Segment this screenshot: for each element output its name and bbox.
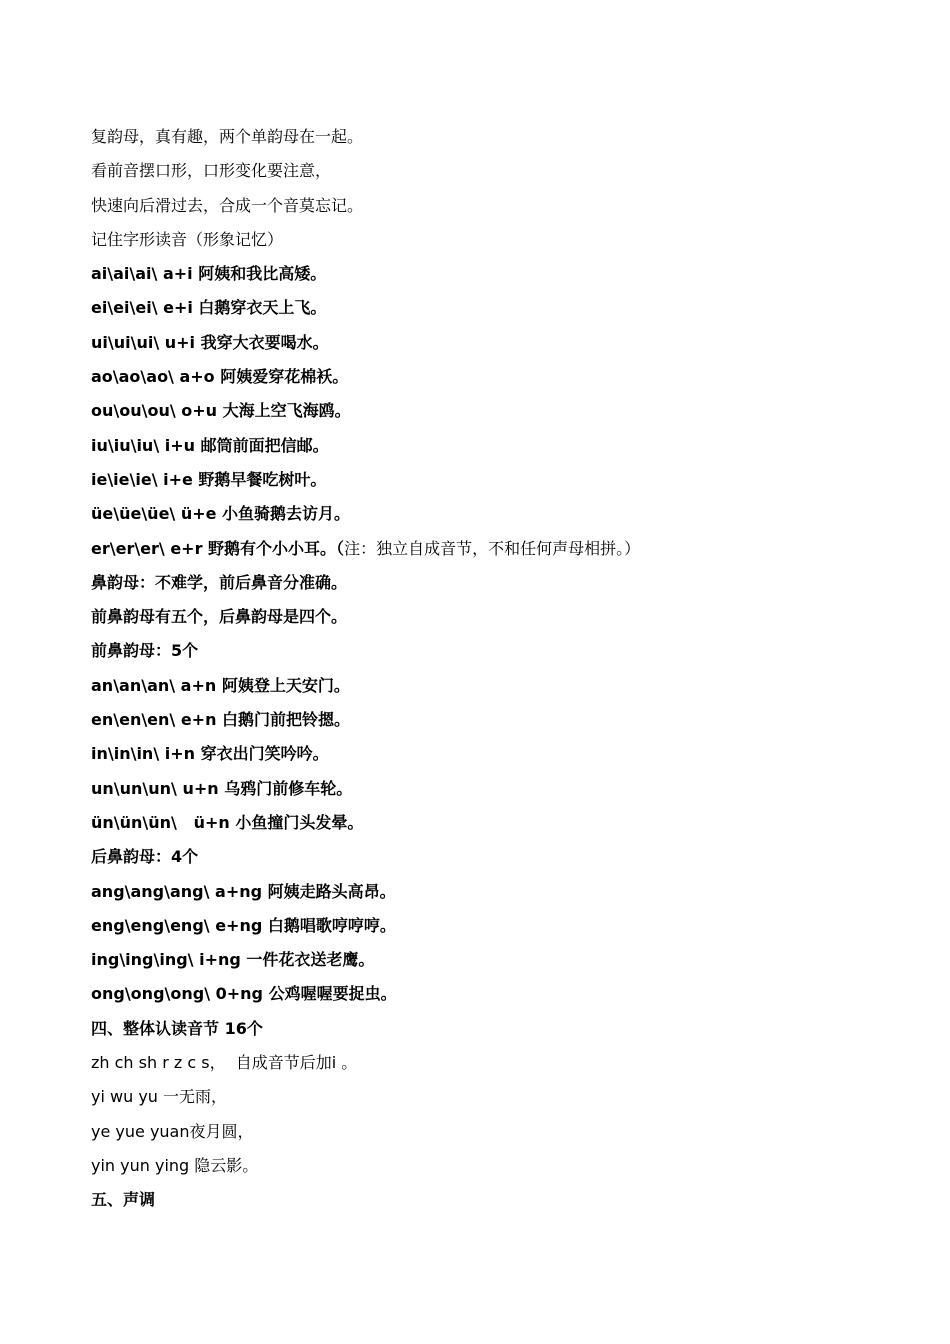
text-line: ang\ang\ang\ a+ng 阿姨走路头高昂。 <box>91 881 396 901</box>
text-line: ao\ao\ao\ a+o 阿姨爱穿花棉袄。 <box>91 367 349 387</box>
text-line: 前鼻韵母有五个，后鼻韵母是四个。 <box>91 607 348 627</box>
section-heading: 四、整体认读音节 16个 <box>91 1018 263 1038</box>
subsection-heading: 前鼻韵母：5个 <box>91 641 199 661</box>
text-line: ong\ong\ong\ 0+ng 公鸡喔喔要捉虫。 <box>91 984 397 1004</box>
text-line: un\un\un\ u+n 乌鸦门前修车轮。 <box>91 778 353 798</box>
text-line: zh ch sh r z c s， 自成音节后加i 。 <box>91 1053 358 1073</box>
section-heading: 鼻韵母：不难学，前后鼻音分准确。 <box>91 572 348 592</box>
subsection-heading: 后鼻韵母：4个 <box>91 847 199 867</box>
text-line: 复韵母，真有趣，两个单韵母在一起。 <box>91 127 364 146</box>
text-line: ei\ei\ei\ e+i 白鹅穿衣天上飞。 <box>91 298 327 318</box>
text-line: in\in\in\ i+n 穿衣出门笑吟吟。 <box>91 744 329 764</box>
text-line: 快速向后滑过去，合成一个音莫忘记。 <box>91 195 364 215</box>
text-line: en\en\en\ e+n 白鹅门前把铃摁。 <box>91 710 351 730</box>
text-line-with-note <box>91 536 911 570</box>
text-line: 看前音摆口形，口形变化要注意， <box>91 161 332 181</box>
text-line: ai\ai\ai\ a+i 阿姨和我比高矮。 <box>91 264 327 284</box>
text-line-main: er\er\er\ e+r 野鹅有个小小耳。（ <box>91 538 345 558</box>
text-line: yin yun ying 隐云影。 <box>91 1155 259 1175</box>
section-heading: 五、声调 <box>91 1190 156 1210</box>
text-line: eng\eng\eng\ e+ng 白鹅唱歌哼哼哼。 <box>91 915 396 935</box>
note-text: 注：独立自成音节，不和任何声母相拼。） <box>344 538 641 558</box>
text-line: ye yue yuan夜月圆， <box>91 1121 254 1141</box>
text-line: ün\ün\ün\ ü+n 小鱼撞门头发晕。 <box>91 812 364 832</box>
text-line: 记住字形读音（形象记忆） <box>91 229 284 249</box>
text-line: yi wu yu 一无雨， <box>91 1087 228 1107</box>
text-line: üe\üe\üe\ ü+e 小鱼骑鹅去访月。 <box>91 504 351 524</box>
text-line: ie\ie\ie\ i+e 野鹅早餐吃树叶。 <box>91 469 327 489</box>
text-line: ing\ing\ing\ i+ng 一件花衣送老鹰。 <box>91 950 375 970</box>
text-line: iu\iu\iu\ i+u 邮筒前面把信邮。 <box>91 435 329 455</box>
text-line: ou\ou\ou\ o+u 大海上空飞海鸥。 <box>91 401 351 421</box>
document-body <box>91 124 911 1222</box>
text-line: ui\ui\ui\ u+i 我穿大衣要喝水。 <box>91 332 329 352</box>
text-line: an\an\an\ a+n 阿姨登上天安门。 <box>91 675 350 695</box>
